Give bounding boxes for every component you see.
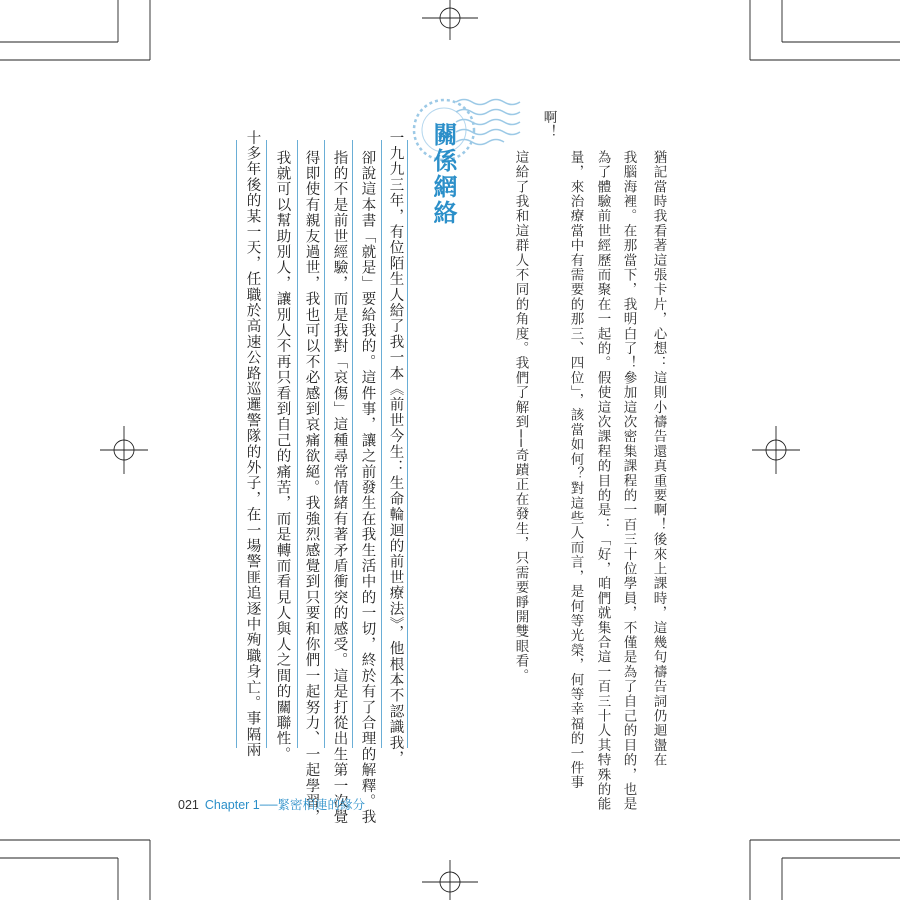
text-rule (324, 140, 325, 748)
page-number: 021 (178, 798, 199, 812)
box-text-line: 為了體驗前世經歷而聚在一起的。假使這次課程的目的是：「好，咱們就集合這一百三十人其特殊的能 (594, 150, 611, 812)
body-text-line: 一九九三年，有位陌生人給了我一本《前世今生：生命輪迴的前世療法》，他根本不認識我， (387, 130, 404, 767)
body-text-line: 我就可以幫助別人，讓別人不再只看到自己的痛苦，而是轉而看見人與人之間的關聯性。 (274, 150, 291, 763)
text-rule (266, 140, 267, 748)
text-rule (381, 140, 382, 748)
text-rule (352, 140, 353, 748)
body-text-line: 得即使有親友過世，我也可以不必感到哀痛欲絕。我強烈感覺到只要和你們一起努力、一起學習， (303, 150, 320, 826)
section-heading: 關係網絡 (429, 122, 457, 226)
chapter-title: Chapter 1──緊密相連的緣分 (204, 798, 365, 812)
body-text-line: 卻說這本書「就是」要給我的。這件事，讓之前發生在我生活中的一切，終於有了合理的解釋。我 (359, 150, 376, 826)
box-text-line: 我腦海裡。在那當下，我明白了！參加這次密集課程的一百三十位學員，不僅是為了自己的目的，也是 (620, 150, 637, 812)
page-footer (178, 795, 365, 813)
text-rule (236, 140, 237, 748)
box-text-line: 這給了我和這群人不同的角度。我們了解到──奇蹟正在發生，只需要睜開雙眼看。 (512, 150, 529, 684)
box-text-line: 啊！ (540, 110, 557, 140)
body-text-line: 十多年後的某一天，任職於高速公路巡邏警隊的外子，在一場警匪追逐中殉職身亡。事隔兩 (244, 130, 261, 758)
body-text-line: 指的不是前世經驗，而是我對「哀傷」這種尋常情緒有著矛盾衝突的感受。這是打從出生第一次覺 (331, 150, 348, 826)
text-rule (297, 140, 298, 748)
text-rule (407, 140, 408, 748)
box-text-line: 猶記當時我看著這張卡片，心想：這則小禱告還真重要啊！後來上課時，這幾句禱告詞仍迴盪在 (650, 150, 667, 768)
box-text-line: 量，來治療當中有需要的那三、四位」，該當如何？對這些人而言，是何等光榮，何等幸福的一件事 (567, 150, 584, 791)
